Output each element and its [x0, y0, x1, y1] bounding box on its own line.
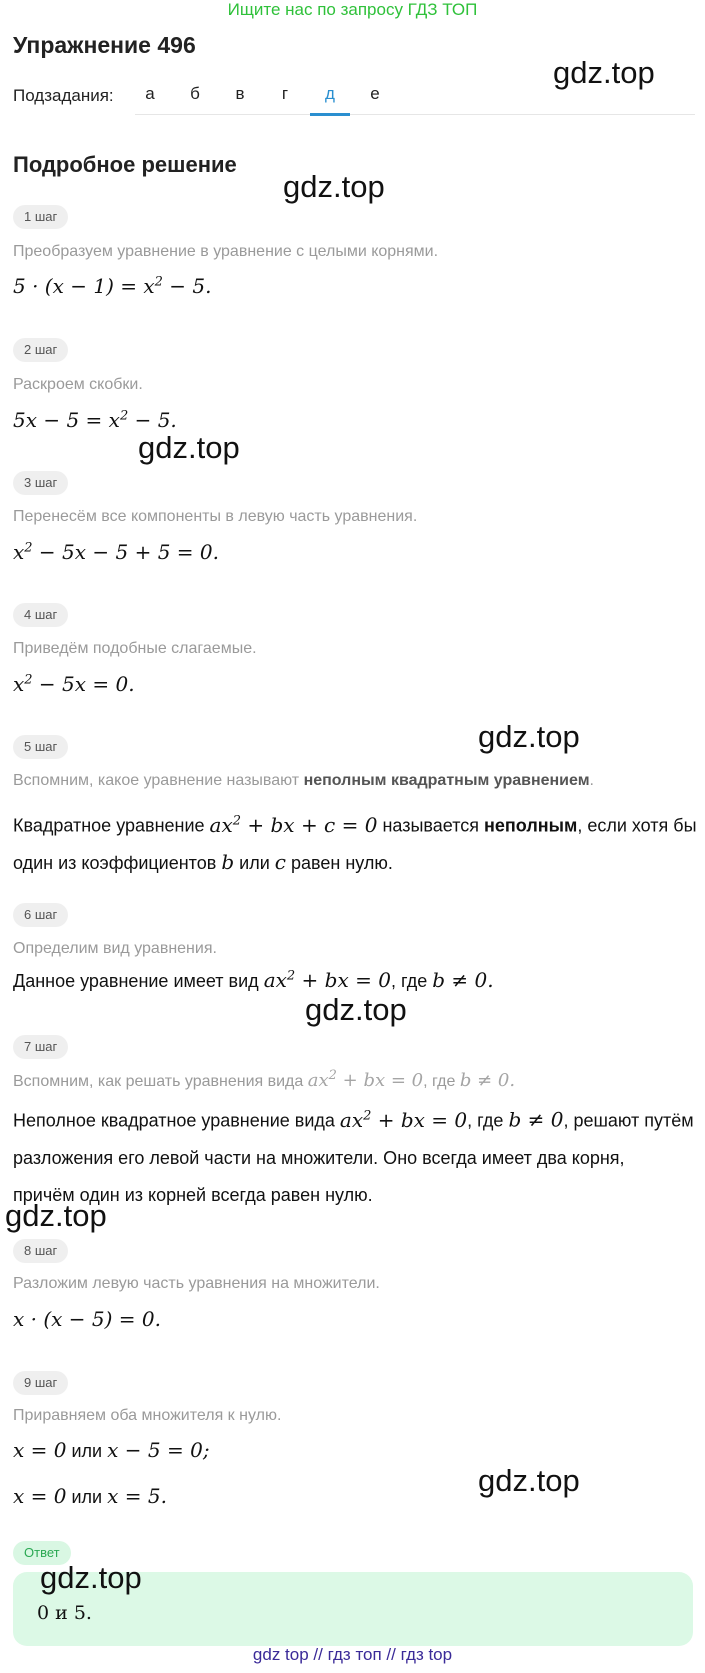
step-text: Вспомним, какое уравнение называют неполным квадратным уравнением.: [13, 772, 594, 789]
step-formula: x = 0 или x − 5 = 0;: [13, 1438, 210, 1462]
step-badge: 6 шаг: [13, 903, 68, 927]
step-badge: 7 шаг: [13, 1035, 68, 1059]
top-banner: Ищите нас по запросу ГДЗ ТОП: [227, 0, 478, 19]
step-formula: $x^2 - 5x = 0$.: [13, 672, 135, 696]
tab-d-active[interactable]: д: [310, 84, 350, 114]
step-badge: 1 шаг: [13, 205, 68, 229]
step-formula: $5x - 5 = x^2 - 5$.: [13, 408, 177, 432]
watermark: gdz.top: [40, 1560, 142, 1595]
step-formula: $5 \cdot (x - 1) = x^2 - 5$.: [13, 274, 212, 298]
step-explanation: Квадратное уравнение $ax^2$ + bx + c = 0 называется неполным, если хотя бы один из коэффициентов b или c равен нулю.: [13, 812, 697, 874]
watermark: gdz.top: [283, 169, 385, 204]
watermark: gdz.top: [138, 430, 240, 465]
section-title: Подробное решение: [13, 152, 237, 177]
watermark: gdz.top: [305, 992, 407, 1027]
step-text: Приведём подобные слагаемые.: [13, 640, 257, 657]
watermark: gdz.top: [553, 55, 655, 90]
watermark: gdz.top: [5, 1198, 107, 1233]
page-title: Упражнение 496: [13, 32, 196, 58]
tab-g[interactable]: г: [281, 84, 289, 103]
step-badge: 9 шаг: [13, 1371, 68, 1395]
subtasks-label: Подзадания:: [13, 86, 114, 105]
step-text: Раскроем скобки.: [13, 376, 143, 393]
step-formula: $x^2 - 5x - 5 + 5 = 0$.: [13, 540, 219, 564]
step-explanation: Неполное квадратное уравнение вида $ax^2$ + bx = 0, где b ≠ 0, решают путём разложения его левой части на множители. Оно всегда имеет два корня, причём один из корней всегда равен нулю.: [13, 1107, 694, 1205]
step-text: Определим вид уравнения.: [13, 940, 217, 957]
step-formula: x · (x − 5) = 0.: [13, 1307, 161, 1331]
tab-a[interactable]: а: [145, 84, 155, 103]
footer-links[interactable]: gdz top // гдз топ // гдз top: [252, 1645, 453, 1664]
step-badge: 4 шаг: [13, 603, 68, 627]
step-text: Преобразуем уравнение в уравнение с целыми корнями.: [13, 243, 439, 260]
answer-badge: Ответ: [13, 1541, 71, 1565]
step-text: Перенесём все компоненты в левую часть уравнения.: [13, 508, 418, 525]
tab-v[interactable]: в: [235, 84, 245, 103]
answer-value: 0 и 5.: [37, 1602, 92, 1624]
tab-e[interactable]: е: [370, 84, 380, 103]
step-badge: 8 шаг: [13, 1239, 68, 1263]
watermark: gdz.top: [478, 719, 580, 754]
step-formula: x = 0 или x = 5.: [13, 1484, 167, 1508]
step-text: Приравняем оба множителя к нулю.: [13, 1407, 282, 1424]
step-badge: 3 шаг: [13, 471, 68, 495]
step-text: Вспомним, как решать уравнения вида $ax^2$ + bx = 0, где b ≠ 0.: [13, 1068, 516, 1091]
step-badge: 5 шаг: [13, 735, 68, 759]
step-text: Разложим левую часть уравнения на множители.: [13, 1275, 380, 1292]
tab-b[interactable]: б: [190, 84, 200, 103]
step-explanation: Данное уравнение имеет вид $ax^2$ + bx = 0, где b ≠ 0.: [13, 968, 494, 992]
step-badge: 2 шаг: [13, 338, 68, 362]
watermark: gdz.top: [478, 1463, 580, 1498]
